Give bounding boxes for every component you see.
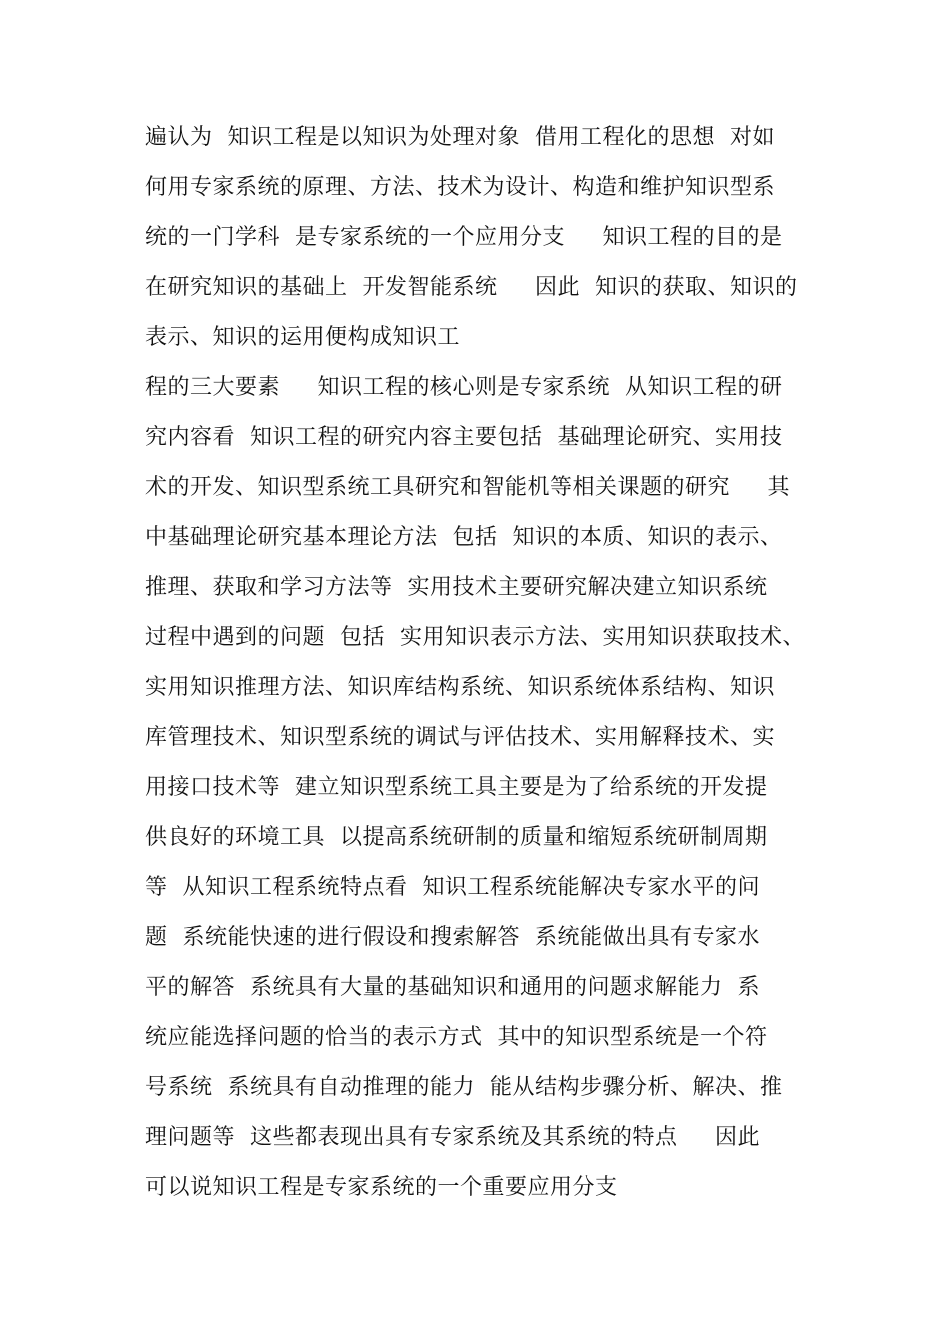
text-line: 用接口技术等 建立知识型系统工具主要是为了给系统的开发提: [145, 775, 768, 800]
text-line: 供良好的环境工具 以提高系统研制的质量和缩短系统研制周期: [145, 825, 768, 850]
text-line: 统的一门学科 是专家系统的一个应用分支 知识工程的目的是: [145, 225, 783, 250]
text-line: 库管理技术、知识型系统的调试与评估技术、实用解释技术、实: [145, 725, 776, 750]
text-line: 等 从知识工程系统特点看 知识工程系统能解决专家水平的问: [145, 875, 760, 900]
body-text: [145, 113, 845, 1213]
text-line: 统应能选择问题的恰当的表示方式 其中的知识型系统是一个符: [145, 1025, 768, 1050]
text-line: 实用知识推理方法、知识库结构系统、知识系统体系结构、知识: [145, 675, 776, 700]
text-line: 中基础理论研究基本理论方法 包括 知识的本质、知识的表示、: [145, 525, 783, 550]
text-line: 题 系统能快速的进行假设和搜索解答 系统能做出具有专家水: [145, 925, 760, 950]
text-line: 遍认为 知识工程是以知识为处理对象 借用工程化的思想 对如: [145, 125, 775, 150]
text-line: 平的解答 系统具有大量的基础知识和通用的问题求解能力 系: [145, 975, 760, 1000]
text-line: 术的开发、知识型系统工具研究和智能机等相关课题的研究 其: [145, 475, 790, 500]
text-line: 表示、知识的运用便构成知识工: [145, 325, 461, 350]
text-line: 在研究知识的基础上 开发智能系统 因此 知识的获取、知识的: [145, 275, 798, 300]
text-line: 究内容看 知识工程的研究内容主要包括 基础理论研究、实用技: [145, 425, 783, 450]
text-line: 过程中遇到的问题 包括 实用知识表示方法、实用知识获取技术、: [145, 625, 805, 650]
text-line: 何用专家系统的原理、方法、技术为设计、构造和维护知识型系: [145, 175, 776, 200]
text-line: 号系统 系统具有自动推理的能力 能从结构步骤分析、解决、推: [145, 1075, 783, 1100]
text-line: 程的三大要素 知识工程的核心则是专家系统 从知识工程的研: [145, 375, 783, 400]
text-line: 推理、获取和学习方法等 实用技术主要研究解决建立知识系统: [145, 575, 768, 600]
text-line: 理问题等 这些都表现出具有专家系统及其系统的特点 因此: [145, 1125, 760, 1150]
text-line: 可以说知识工程是专家系统的一个重要应用分支: [145, 1175, 618, 1200]
